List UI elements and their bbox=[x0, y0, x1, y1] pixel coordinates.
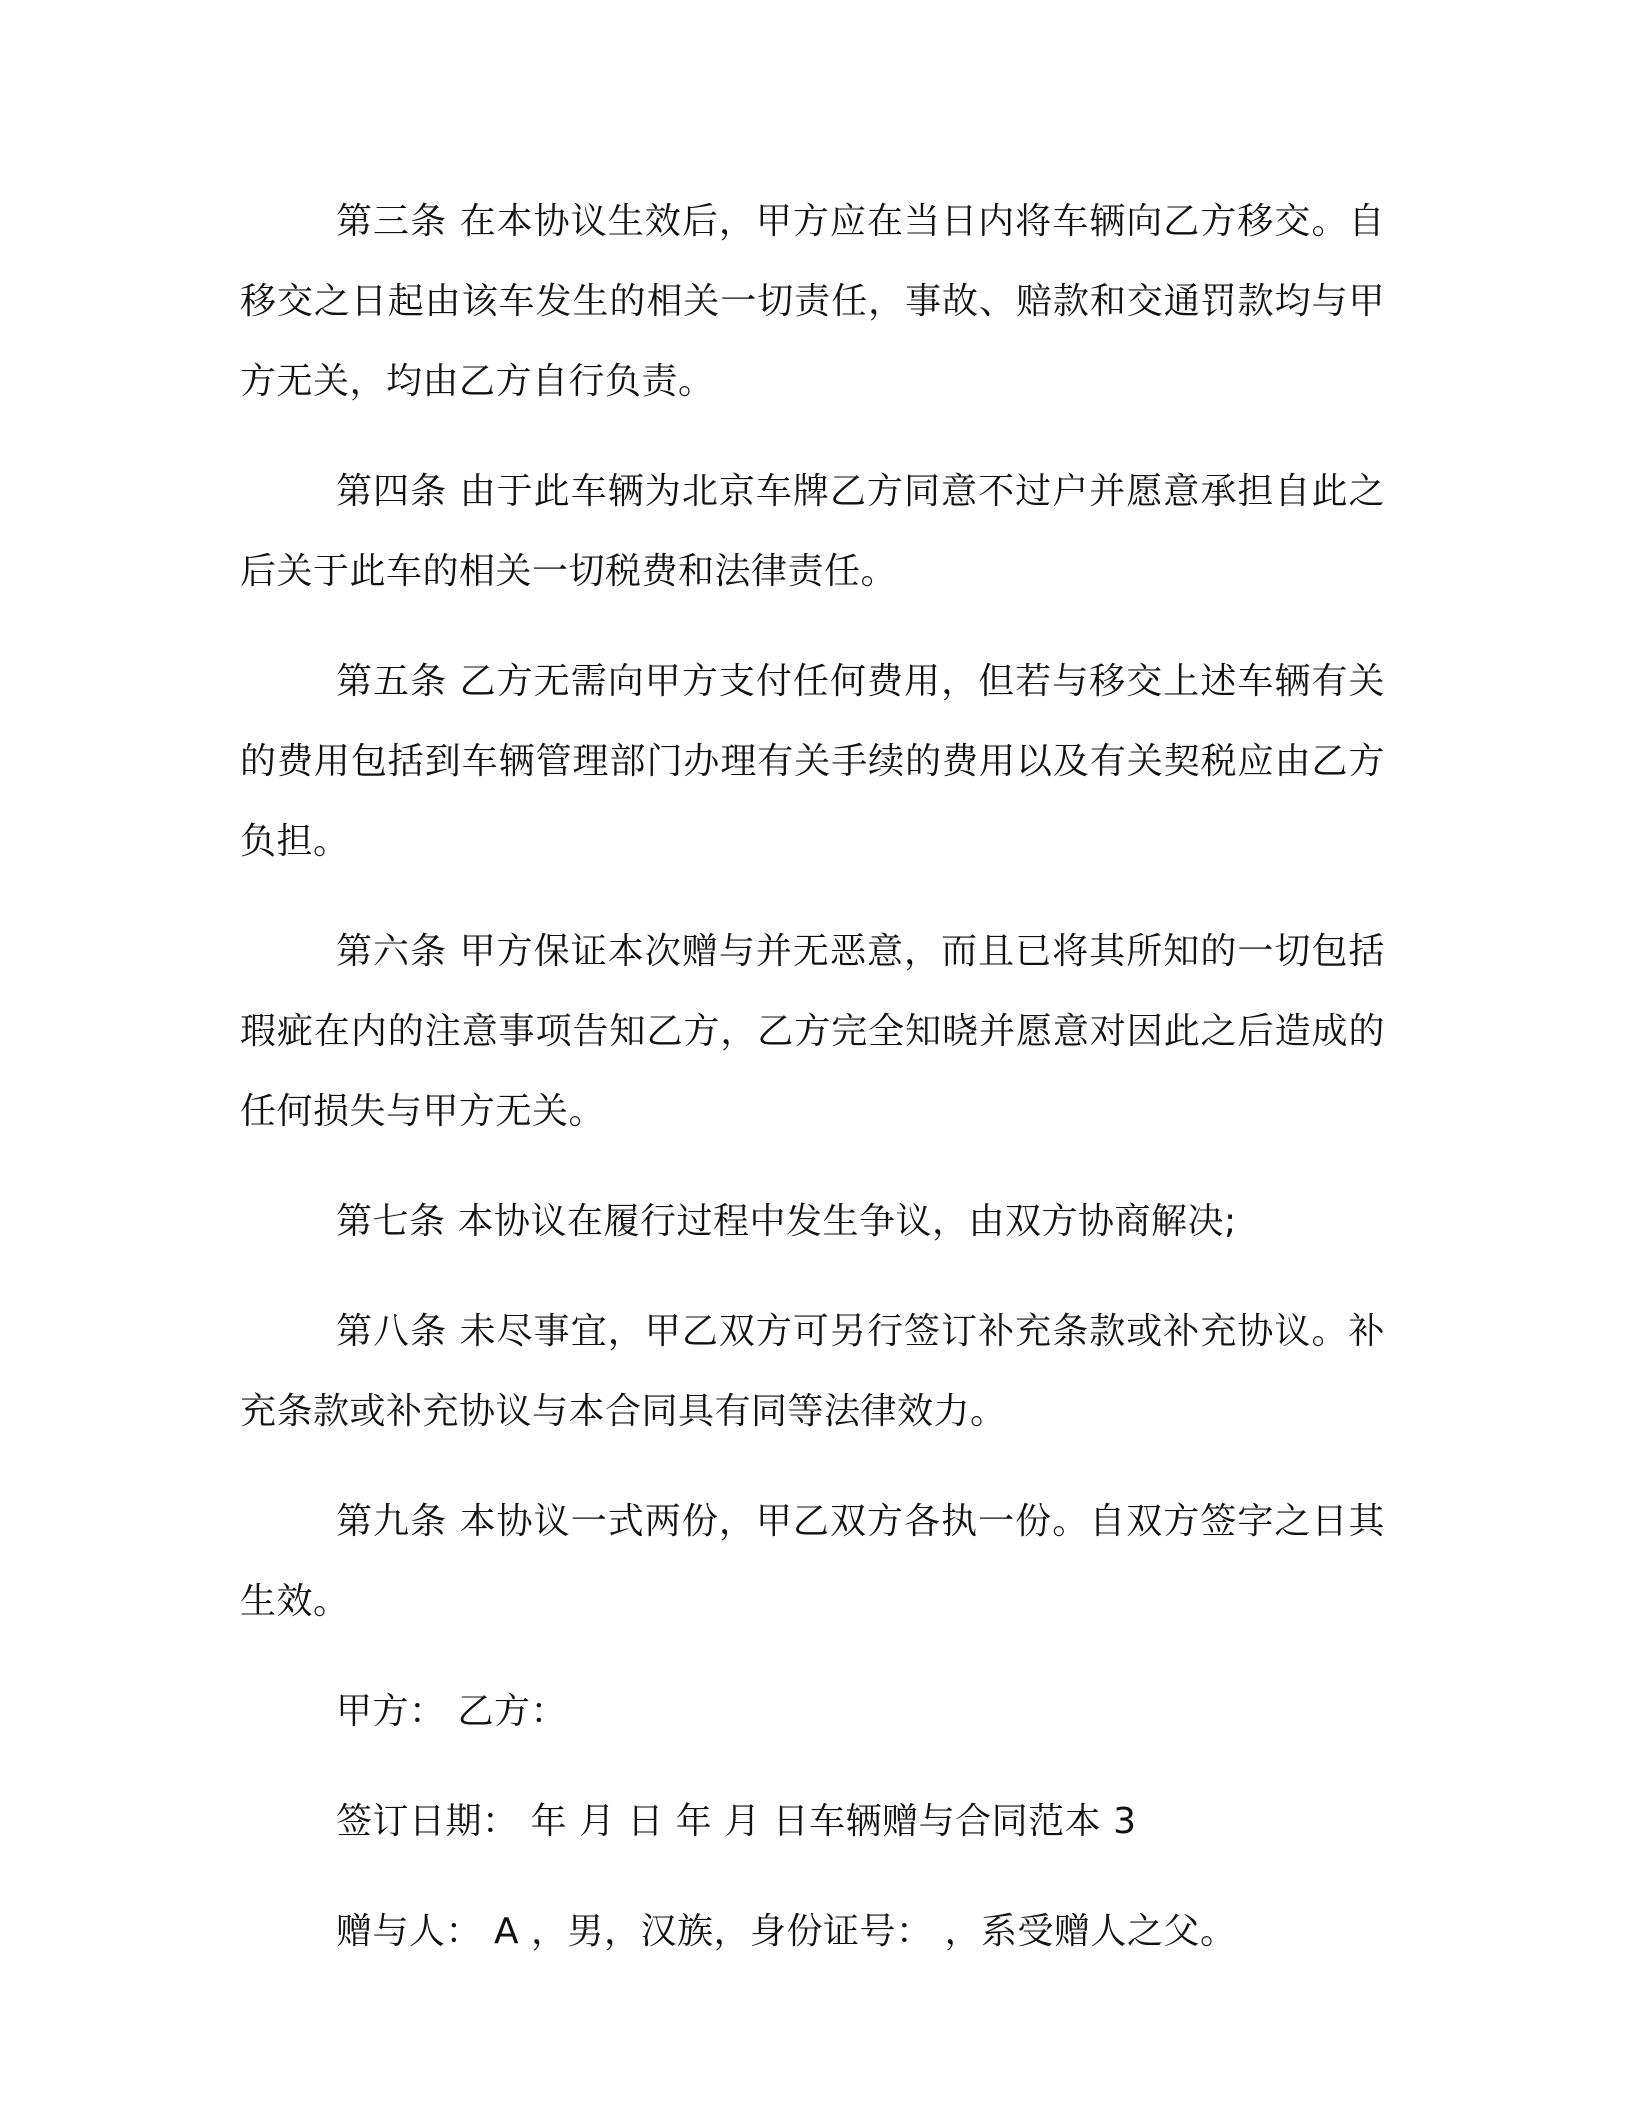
clause-8: 第八条 未尽事宜，甲乙双方可另行签订补充条款或补充协议。补充条款或补充协议与本合同具有同等法律效力。 bbox=[240, 1311, 1385, 1432]
document-body bbox=[240, 182, 1385, 2002]
party-signature-line: 甲方： 乙方： bbox=[336, 1691, 567, 1732]
clause-4: 第四条 由于此车辆为北京车牌乙方同意不过户并愿意承担自此之后关于此车的相关一切税费和法律责任。 bbox=[240, 471, 1385, 592]
clause-5: 第五条 乙方无需向甲方支付任何费用，但若与移交上述车辆有关的费用包括到车辆管理部门办理有关手续的费用以及有关契税应由乙方负担。 bbox=[240, 661, 1385, 862]
donor-info-line: 赠与人： A ，男，汉族，身份证号： ，系受赠人之父。 bbox=[336, 1911, 1237, 1952]
clause-3: 第三条 在本协议生效后，甲方应在当日内将车辆向乙方移交。自移交之日起由该车发生的相关一切责任，事故、赔款和交通罚款均与甲方无关，均由乙方自行负责。 bbox=[240, 201, 1385, 402]
clause-7: 第七条 本协议在履行过程中发生争议，由双方协商解决; bbox=[336, 1201, 1237, 1242]
signing-date-line: 签订日期： 年 月 日 年 月 日车辆赠与合同范本 3 bbox=[336, 1801, 1137, 1842]
clause-6: 第六条 甲方保证本次赠与并无恶意，而且已将其所知的一切包括瑕疵在内的注意事项告知乙方，乙方完全知晓并愿意对因此之后造成的任何损失与甲方无关。 bbox=[240, 931, 1385, 1132]
clause-9: 第九条 本协议一式两份，甲乙双方各执一份。自双方签字之日其生效。 bbox=[240, 1501, 1385, 1622]
